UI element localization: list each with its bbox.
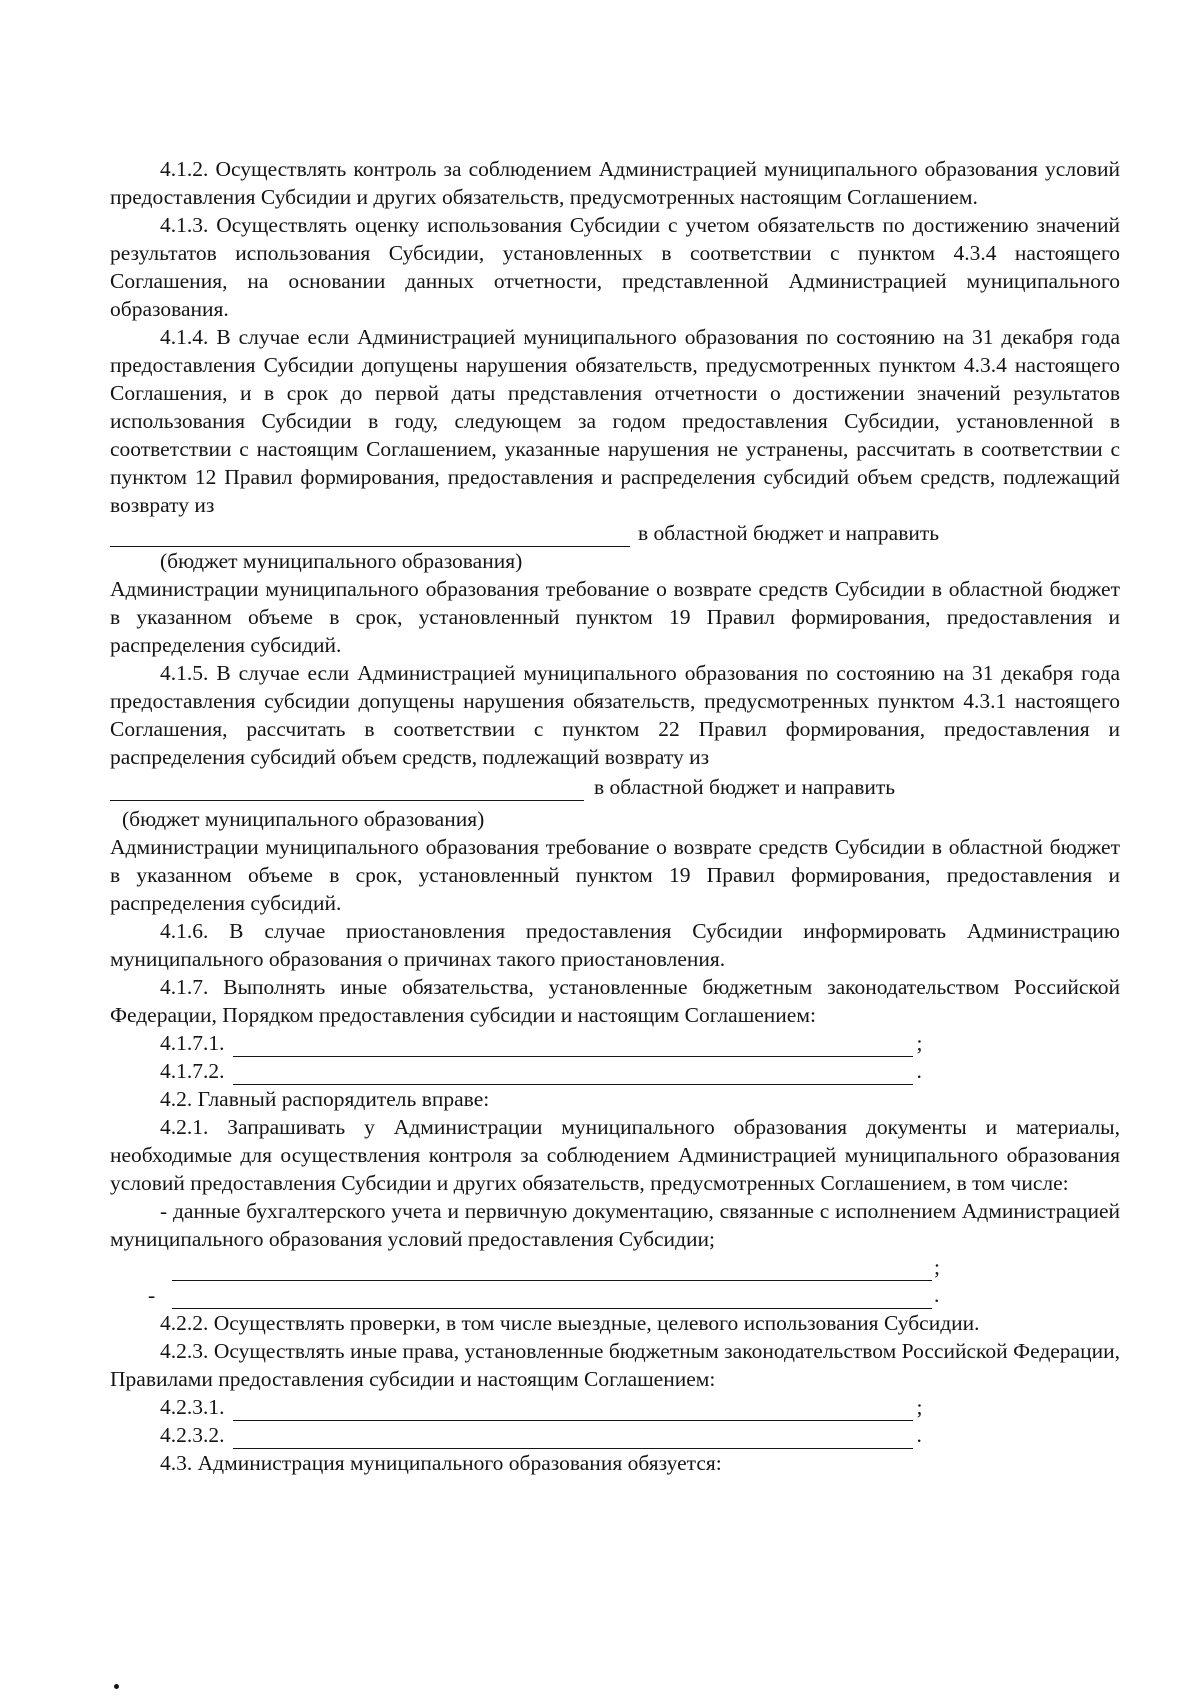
fill-line-tail: в областной бюджет и направить: [638, 521, 940, 545]
fill-in-line-budget-4-1-4: [110, 519, 1120, 547]
item-4-1-7-2: [110, 1057, 1120, 1085]
blank-list-item-2: [110, 1281, 1120, 1309]
blank-list-item-1: [110, 1253, 1120, 1281]
item-terminator: .: [916, 1423, 922, 1447]
item-4-2-3-1: [110, 1393, 1120, 1421]
paragraph-4-2: 4.2. Главный распорядитель вправе:: [160, 1087, 490, 1111]
paragraph-4-1-5: 4.1.5. В случае если Администрацией муниципального образования по состоянию на 31 декабря года предоставления субсидии допущены нарушения обязательств, предусмотренных пунктом 4.3.1 настоящего Соглашения, рассчитать в соответствии с пунктом 22 Правил формирования, предоставления и распределения субсидий объем средств, подлежащий возврату из: [110, 661, 1120, 769]
item-4-1-7-1: [110, 1029, 1120, 1057]
blank-underline: [172, 1259, 932, 1281]
blank-underline: [172, 1287, 932, 1309]
item-number: 4.2.3.2.: [160, 1423, 225, 1447]
blank-underline: [233, 1063, 913, 1085]
fill-in-line-budget-4-1-5: [110, 773, 1120, 801]
item-dash: -: [148, 1283, 156, 1307]
paragraph-4-3: 4.3. Администрация муниципального образования обязуется:: [160, 1451, 722, 1475]
paragraph-4-1-5-continuation: Администрации муниципального образования требование о возврате средств Субсидии в областной бюджет в указанном объеме в срок, установленный пунктом 19 Правил формирования, предоставления и распределения субсидий.: [110, 835, 1120, 915]
blank-underline: [110, 525, 630, 547]
document-body: [110, 155, 1120, 1477]
item-number: 4.1.7.1.: [160, 1031, 225, 1055]
paragraph-4-2-1: 4.2.1. Запрашивать у Администрации муниципального образования документы и материалы, необходимые для осуществления контроля за соблюдением Администрацией муниципального образования условий предоставления Субсидии и других обязательств, предусмотренных Соглашением, в том числе:: [110, 1115, 1120, 1195]
fill-line-caption: (бюджет муниципального образования): [160, 549, 523, 573]
item-number: 4.2.3.1.: [160, 1395, 225, 1419]
scan-speck: [114, 1684, 119, 1689]
fill-line-tail: в областной бюджет и направить: [594, 775, 896, 799]
paragraph-4-1-7: 4.1.7. Выполнять иные обязательства, установленные бюджетным законодательством Российской Федерации, Порядком предоставления субсидии и настоящим Соглашением:: [110, 975, 1120, 1027]
blank-underline: [233, 1427, 913, 1449]
item-terminator: .: [916, 1059, 922, 1083]
paragraph-4-1-3: 4.1.3. Осуществлять оценку использования Субсидии с учетом обязательств по достижению значений результатов использования Субсидии, установленных в соответствии с пунктом 4.3.4 настоящего Соглашения, на основании данных отчетности, представленной Администрацией муниципального образования.: [110, 213, 1120, 321]
paragraph-4-1-4: 4.1.4. В случае если Администрацией муниципального образования по состоянию на 31 декабря года предоставления Субсидии допущены нарушения обязательств, предусмотренных пунктом 4.3.4 настоящего Соглашения, и в срок до первой даты представления отчетности о достижении значений результатов использования Субсидии в году, следующем за годом предоставления Субсидии, установленной в соответствии с настоящим Соглашением, указанные нарушения не устранены, рассчитать в соответствии с пунктом 12 Правил формирования, предоставления и распределения субсидий объем средств, подлежащий возврату из: [110, 325, 1120, 517]
paragraph-4-2-2: 4.2.2. Осуществлять проверки, в том числе выездные, целевого использования Субсидии.: [160, 1311, 980, 1335]
item-terminator: ;: [916, 1395, 923, 1419]
paragraph-4-1-6: 4.1.6. В случае приостановления предоставления Субсидии информировать Администрацию муниципального образования о причинах такого приостановления.: [110, 919, 1120, 971]
blank-underline: [110, 779, 584, 801]
paragraph-4-1-2: 4.1.2. Осуществлять контроль за соблюдением Администрацией муниципального образования условий предоставления Субсидии и других обязательств, предусмотренных настоящим Соглашением.: [110, 157, 1120, 209]
item-terminator: ;: [934, 1255, 940, 1279]
item-terminator: ;: [916, 1031, 923, 1055]
paragraph-4-2-1-bullet: - данные бухгалтерского учета и первичную документацию, связанные с исполнением Администрацией муниципального образования условий предоставления Субсидии;: [110, 1199, 1120, 1251]
blank-underline: [233, 1035, 913, 1057]
fill-line-caption: (бюджет муниципального образования): [122, 807, 485, 831]
blank-underline: [233, 1399, 913, 1421]
item-number: 4.1.7.2.: [160, 1059, 225, 1083]
item-terminator: .: [934, 1283, 940, 1307]
paragraph-4-2-3: 4.2.3. Осуществлять иные права, установленные бюджетным законодательством Российской Федерации, Правилами предоставления субсидии и настоящим Соглашением:: [110, 1339, 1120, 1391]
paragraph-4-1-4-continuation: Администрации муниципального образования требование о возврате средств Субсидии в областной бюджет в указанном объеме в срок, установленный пунктом 19 Правил формирования, предоставления и распределения субсидий.: [110, 577, 1120, 657]
item-4-2-3-2: [110, 1421, 1120, 1449]
